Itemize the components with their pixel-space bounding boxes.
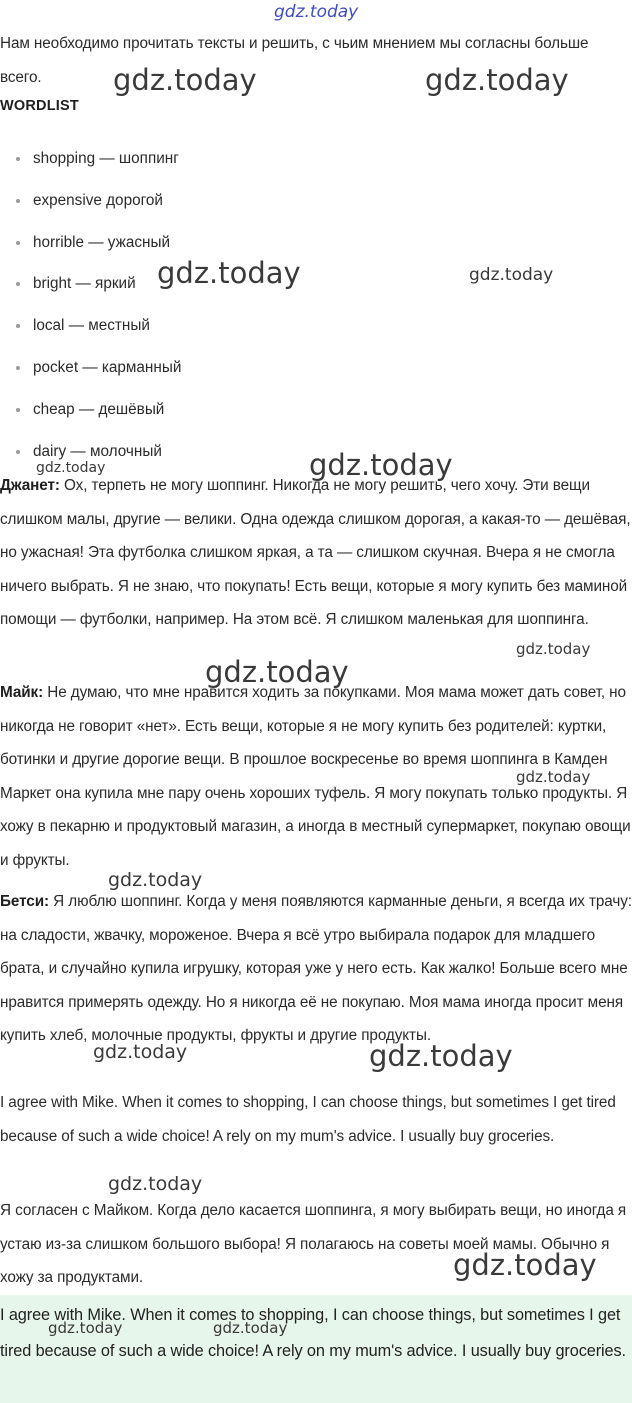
word-entry: cheap — дешёвый	[33, 400, 165, 418]
speaker-name-janet: Джанет:	[0, 477, 60, 494]
bullet-icon	[16, 199, 20, 203]
watermark: gdz.today	[36, 460, 106, 476]
final-answer-box	[0, 1295, 632, 1403]
wordlist-heading: WORDLIST	[0, 98, 79, 114]
janet-text: Ох, терпеть не могу шоппинг. Никогда не могу решить, чего хочу. Эти вещи слишком малы, другие — велики. Одна одежда слишком дорогая, а какая-то — дешёвая, но ужасная! Эта футболка слишком яркая, а та — слишком скучная. Вчера я не смогла ничего выбрать. Я не знаю, что покупать! Есть вещи, которые я могу купить без маминой помощи — футболки, например. На этом всё. Я слишком маленькая для шоппинга.	[0, 477, 631, 628]
list-item	[0, 138, 181, 180]
watermark: gdz.today	[113, 63, 257, 97]
word-entry: shopping — шоппинг	[33, 150, 179, 167]
betsy-paragraph	[0, 885, 632, 1053]
watermark: gdz.today	[469, 265, 554, 285]
watermark: gdz.today	[48, 1319, 123, 1337]
intro-paragraph: Нам необходимо прочитать тексты и решить, с чьим мнением мы согласны больше всего.	[0, 35, 589, 86]
list-item	[0, 347, 181, 389]
bullet-icon	[16, 324, 20, 328]
watermark: gdz.today	[108, 869, 203, 891]
english-answer: I agree with Mike. When it comes to shopping, I can choose things, but sometimes I get tired because of such a wide choice! A rely on my mum's advice. I usually buy groceries.	[0, 1094, 616, 1145]
watermark: gdz.today	[108, 1173, 203, 1195]
watermark: gdz.today	[93, 1041, 188, 1063]
list-item	[0, 389, 181, 431]
bullet-icon	[16, 366, 20, 370]
watermark: gdz.today	[516, 768, 591, 786]
watermark: gdz.today	[309, 448, 453, 482]
top-watermark: gdz.today	[274, 2, 359, 22]
russian-answer: Я согласен с Майком. Когда дело касается шоппинга, я могу выбирать вещи, но иногда я устаю из-за слишком большого выбора! Я полагаюсь на советы моей мамы. Обычно я хожу за продуктами.	[0, 1202, 627, 1286]
word-entry: horrible — ужасный	[33, 233, 171, 251]
bullet-icon	[16, 450, 20, 454]
list-item	[0, 305, 181, 347]
watermark: gdz.today	[205, 655, 349, 689]
bullet-icon	[16, 408, 20, 412]
word-entry: bright — яркий	[33, 275, 136, 293]
watermark: gdz.today	[369, 1039, 513, 1073]
bullet-icon	[16, 157, 20, 161]
wordlist	[0, 138, 181, 472]
list-item	[0, 180, 181, 222]
watermark: gdz.today	[157, 256, 301, 290]
bullet-icon	[16, 282, 20, 286]
bullet-icon	[16, 241, 20, 245]
word-entry: local — местный	[33, 317, 150, 335]
watermark: gdz.today	[453, 1248, 597, 1282]
word-entry: expensive дорогой	[33, 191, 163, 209]
watermark: gdz.today	[425, 63, 569, 97]
word-entry: dairy — молочный	[33, 442, 162, 460]
mike-text: Не думаю, что мне нравится ходить за покупками. Моя мама может дать совет, но никогда не говорит «нет». Есть вещи, которые я не могу купить без родителей: куртки, ботинки и другие дорогие вещи. В прошлое воскресенье во время шоппинга в Камден Маркет она купила мне пару очень хороших туфель. Я могу покупать только продукты. Я хожу в пекарню и продуктовый магазин, а иногда в местный супермаркет, покупаю овощи и фрукты.	[0, 684, 631, 869]
list-item	[0, 263, 181, 305]
speaker-name-betsy: Бетси:	[0, 893, 49, 910]
janet-paragraph	[0, 469, 632, 637]
list-item	[0, 222, 181, 264]
word-entry: pocket — карманный	[33, 358, 182, 376]
speaker-name-mike: Майк:	[0, 684, 44, 701]
watermark: gdz.today	[213, 1319, 288, 1337]
final-answer-text: I agree with Mike. When it comes to shopping, I can choose things, but sometimes I get tired because of such a wide choice! A rely on my mum's advice. I usually buy groceries.	[0, 1306, 626, 1360]
watermark: gdz.today	[516, 640, 591, 658]
betsy-text: Я люблю шоппинг. Когда у меня появляются карманные деньги, я всегда их трачу: на сладости, жвачку, мороженое. Вчера я всё утро выбирала подарок для младшего брата, и случайно купила игрушку, которая уже у него есть. Как жалко! Больше всего мне нравится примерять одежду. Но я никогда её не покупаю. Моя мама иногда просит меня купить хлеб, молочные продукты, фрукты и другие продукты.	[0, 893, 632, 1044]
